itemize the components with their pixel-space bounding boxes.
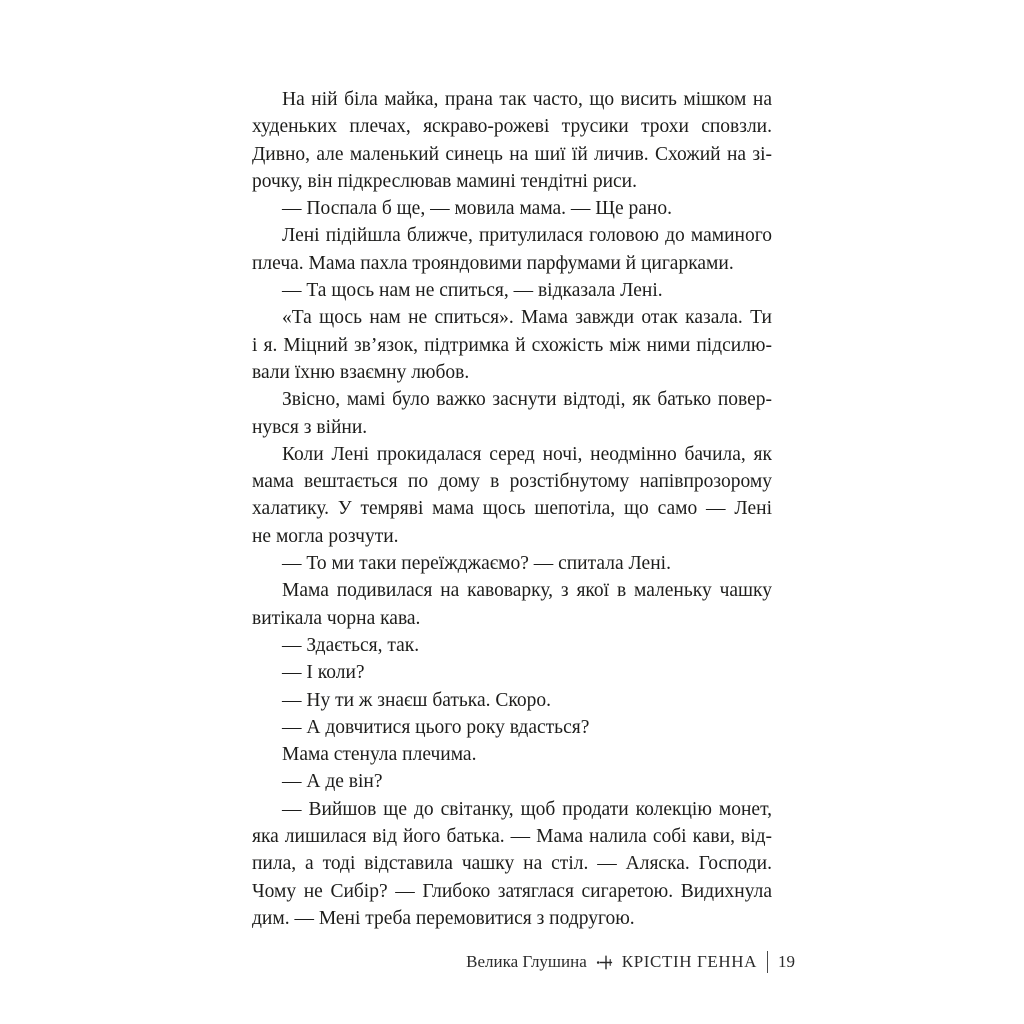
text-line: Дивно, але маленький синець на шиї їй личив. Схожий на зі- — [252, 143, 772, 165]
paragraph — [252, 386, 772, 441]
paragraph — [252, 714, 772, 741]
text-line: витікала чорна кава. — [252, 607, 421, 629]
text-line: яка лишилася від його батька. — Мама налила собі кави, від- — [252, 826, 772, 848]
text-line: пила, а тоді відставила чашку на стіл. — Аляска. Господи. — [252, 853, 772, 875]
text-line: плеча. Мама пахла трояндовими парфумами й цигарками. — [252, 252, 734, 274]
paragraph — [252, 659, 772, 686]
page-number: 19 — [778, 952, 795, 971]
paragraph — [252, 768, 772, 795]
text-line: Коли Лені прокидалася серед ночі, неодмінно бачила, як — [282, 443, 772, 465]
text-line: і я. Міцний зв’язок, підтримка й схожість між ними підсилю- — [252, 334, 772, 356]
page-footer — [466, 949, 795, 975]
paragraph — [252, 304, 772, 386]
text-line: Мама стенула плечима. — [282, 744, 477, 766]
paragraph — [252, 632, 772, 659]
plane-ornament-icon — [596, 955, 613, 970]
text-line: халатику. У темряві мама щось шепотіла, що само — Лені — [252, 498, 772, 520]
text-line: — Здається, так. — [282, 634, 420, 656]
paragraph — [252, 577, 772, 632]
paragraph — [252, 550, 772, 577]
text-line: мама вештається по дому в розстібнутому напівпрозорому — [252, 471, 772, 493]
text-line: нувся з війни. — [252, 416, 368, 438]
text-line: — Ну ти ж знаєш батька. Скоро. — [282, 689, 552, 711]
paragraph — [252, 195, 772, 222]
footer-author: КРІСТІН ГЕННА — [621, 952, 757, 971]
paragraph — [252, 796, 772, 932]
text-line: — То ми таки переїжджаємо? — спитала Лені. — [282, 553, 671, 575]
text-line: На ній біла майка, прана так часто, що висить мішком на — [282, 89, 772, 110]
text-line: «Та щось нам не спиться». Мама завжди отак казала. Ти — [282, 307, 772, 329]
text-block — [252, 86, 772, 932]
footer-book-title: Велика Глушина — [466, 952, 587, 971]
text-line: — І коли? — [282, 662, 365, 684]
paragraph — [252, 741, 772, 768]
text-line: Лені підійшла ближче, притулилася головою до маминого — [282, 225, 772, 247]
text-line: дим. — Мені треба перемовитися з подругою. — [252, 907, 635, 929]
text-line: Звісно, мамі було важко заснути відтоді, як батько повер- — [282, 389, 772, 411]
footer-divider — [767, 951, 768, 973]
paragraph — [252, 277, 772, 304]
text-line: — А довчитися цього року вдасться? — [282, 716, 590, 738]
text-line: — Вийшов ще до світанку, щоб продати колекцію монет, — [282, 798, 772, 820]
paragraph — [252, 222, 772, 277]
paragraph — [252, 86, 772, 195]
paragraph — [252, 687, 772, 714]
text-line: худеньких плечах, яскраво-рожеві трусики трохи сповзли. — [252, 116, 772, 138]
text-line: — Та щось нам не спиться, — відказала Лені. — [282, 280, 663, 302]
paragraph — [252, 441, 772, 550]
text-line: — А де він? — [282, 771, 383, 793]
text-line: не могла розчути. — [252, 525, 399, 547]
text-line: Чому не Сибір? — Глибоко затяглася сигаретою. Видихнула — [252, 880, 772, 902]
text-line: вали їхню взаємну любов. — [252, 361, 470, 383]
text-line: Мама подивилася на кавоварку, з якої в маленьку чашку — [282, 580, 772, 602]
text-line: рочку, він підкреслював мамині тендітні риси. — [252, 170, 637, 192]
text-line: — Поспала б ще, — мовила мама. — Ще рано. — [282, 198, 672, 220]
